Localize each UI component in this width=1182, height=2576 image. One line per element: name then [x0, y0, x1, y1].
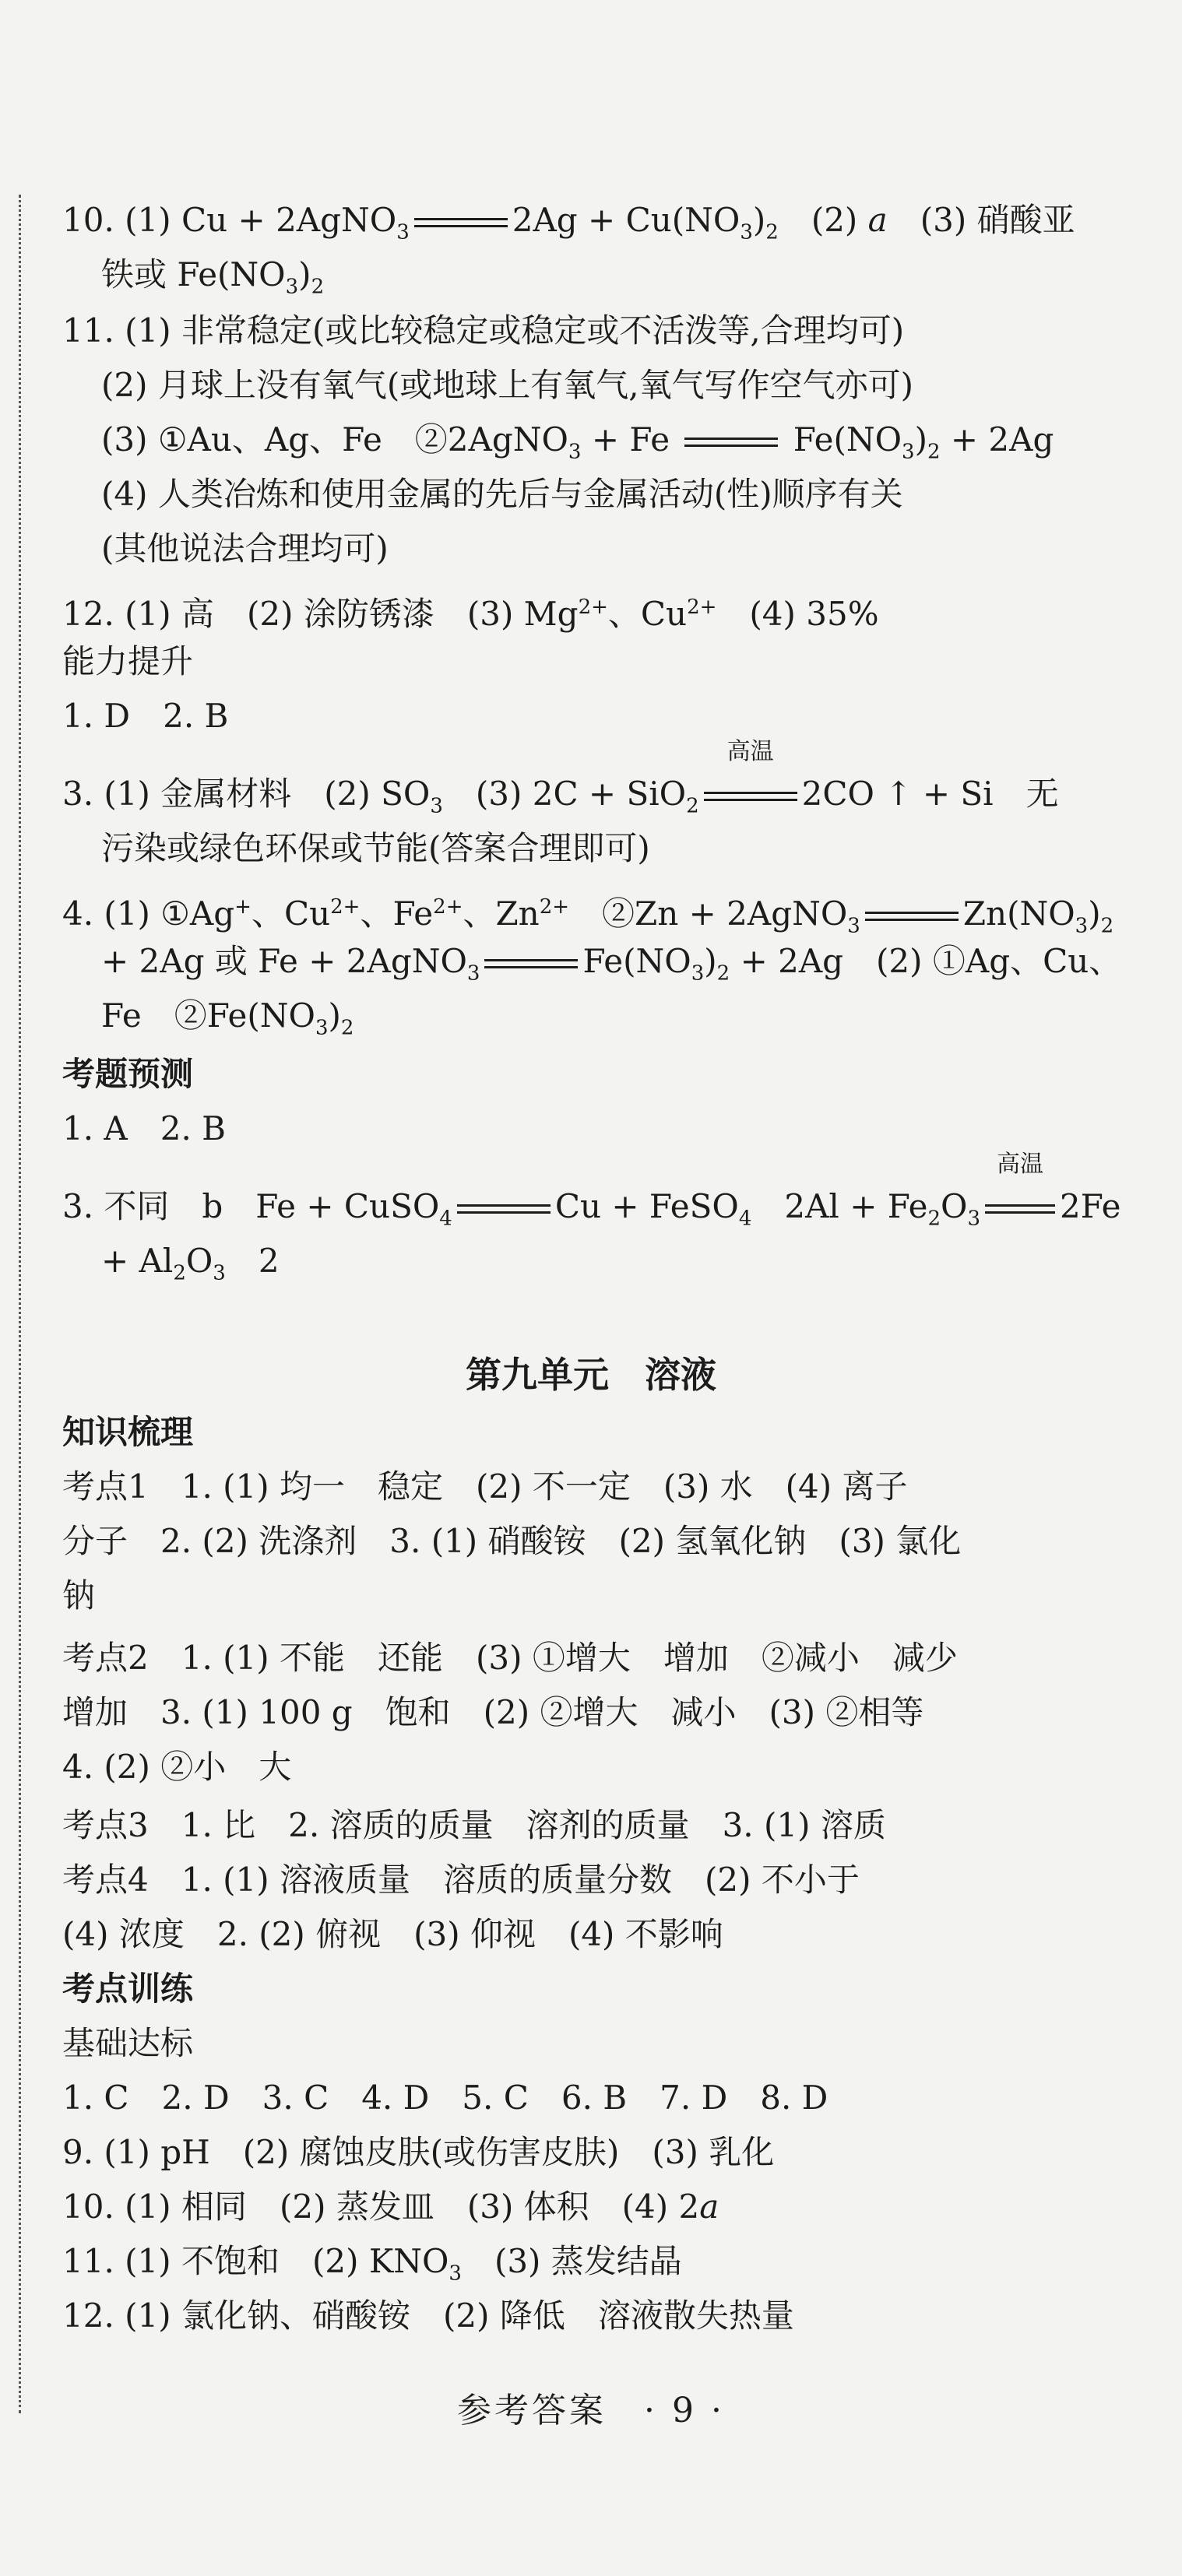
knowledge-point-1-line2: 分子 2. (2) 洗涤剂 3. (1) 硝酸铵 (2) 氢氧化钠 (3) 氯化: [62, 1522, 962, 1560]
forecast-answer-3-line1: 3. 不同 b Fe + CuSO$_4$ Cu + FeSO$_4$ $2Al + Fe_2O_3$ 高温 2Fe: [62, 1151, 1121, 1231]
knowledge-point-4-line1: 考点4 1. (1) 溶液质量 溶质的质量分数 (2) 不小于: [62, 1861, 860, 1899]
heading-forecast: 考题预测: [62, 1055, 194, 1093]
knowledge-point-2-line1: 考点2 1. (1) 不能 还能 (3) ①增大 增加 ②减小 减少: [62, 1639, 958, 1677]
basic-answer-11: 11. (1) 不饱和 (2) $KNO_3$ (3) 蒸发结晶: [62, 2242, 682, 2286]
knowledge-point-1-line3: 钠: [62, 1576, 96, 1615]
basic-answer-12: 12. (1) 氯化钠、硝酸铵 (2) 降低 溶液散失热量: [62, 2297, 794, 2335]
heading-knowledge: 知识梳理: [62, 1413, 194, 1451]
answer-q12: 12. (1) 高 (2) 涂防锈漆 (3) $Mg^{2+}$、$Cu^{2+}$ (4) 35%: [62, 595, 879, 633]
answer-q11-line1: 11. (1) 非常稳定(或比较稳定或稳定或不活泼等,合理均可): [62, 311, 905, 350]
knowledge-point-1-line1: 考点1 1. (1) 均一 稳定 (2) 不一定 (3) 水 (4) 离子: [62, 1467, 908, 1506]
basic-answers-1-8: 1. C 2. D 3. C 4. D 5. C 6. B 7. D 8. D: [62, 2079, 828, 2117]
ability-answer-4-line3: Fe $②Fe(NO_3)_2$: [101, 996, 354, 1040]
knowledge-point-3: 考点3 1. 比 2. 溶质的质量 溶剂的质量 3. (1) 溶质: [62, 1806, 886, 1844]
unit-title: 第九单元 溶液: [466, 1354, 716, 1396]
ability-answer-3-line2: 污染或绿色环保或节能(答案合理即可): [101, 829, 650, 867]
knowledge-point-2-line3: 4. (2) ②小 大: [62, 1748, 292, 1786]
knowledge-point-2-line2: 增加 3. (1) 100 g 饱和 (2) ②增大 减小 (3) ②相等: [62, 1693, 924, 1731]
margin-dotted-line: [19, 195, 21, 2413]
answer-q10-line2: 铁或 $Fe(NO_3)_2$: [101, 255, 325, 299]
ability-answer-4-line1: 4. (1) ①Ag+、$Cu^{2+}$、$Fe^{2+}$、$Zn^{2+}$ ②Zn + 2AgNO$_3$ $Zn(NO_3)_2$: [62, 894, 1114, 938]
basic-answer-10: 10. (1) 相同 (2) 蒸发皿 (3) 体积 (4) 2a: [62, 2188, 719, 2226]
answer-q10-line1: 10. (1) Cu + 2AgNO$_3$ $2Ag + Cu(NO_3)_2$ (2) a (3) 硝酸亚: [62, 201, 1075, 244]
basic-answer-9: 9. (1) pH (2) 腐蚀皮肤(或伤害皮肤) (3) 乳化: [62, 2133, 775, 2171]
answer-q11-line3: (3) ①Au、Ag、Fe ②2AgNO$_3$ + Fe $Fe(NO_3)_2 + 2Ag$: [101, 420, 1054, 464]
answer-q11-line5: (其他说法合理均可): [101, 529, 389, 568]
answer-q11-line2: (2) 月球上没有氧气(或地球上有氧气,氧气写作空气亦可): [101, 366, 913, 404]
answer-q11-line4: (4) 人类冶炼和使用金属的先后与金属活动(性)顺序有关: [101, 475, 903, 513]
heading-ability: 能力提升: [62, 642, 194, 680]
ability-answers-1-2: 1. D 2. B: [62, 697, 229, 735]
heading-training: 考点训练: [62, 1970, 194, 2008]
knowledge-point-4-line2: (4) 浓度 2. (2) 俯视 (3) 仰视 (4) 不影响: [62, 1915, 723, 1953]
page-footer: 参考答案 · 9 ·: [457, 2391, 725, 2430]
heading-basic: 基础达标: [62, 2024, 194, 2062]
forecast-answers-1-2: 1. A 2. B: [62, 1109, 227, 1147]
ability-answer-4-line2: + 2Ag 或 Fe + 2AgNO$_3$ $Fe(NO_3)_2 + 2Ag$ (2) ①Ag、Cu、: [101, 942, 1122, 986]
ability-answer-3-line1: 3. (1) 金属材料 (2) $SO_3$ (3) 2C + SiO$_2$ 高温 2CO ↑ + Si 无: [62, 738, 1059, 818]
forecast-answer-3-line2: + $Al_2O_3$ 2: [101, 1242, 280, 1285]
